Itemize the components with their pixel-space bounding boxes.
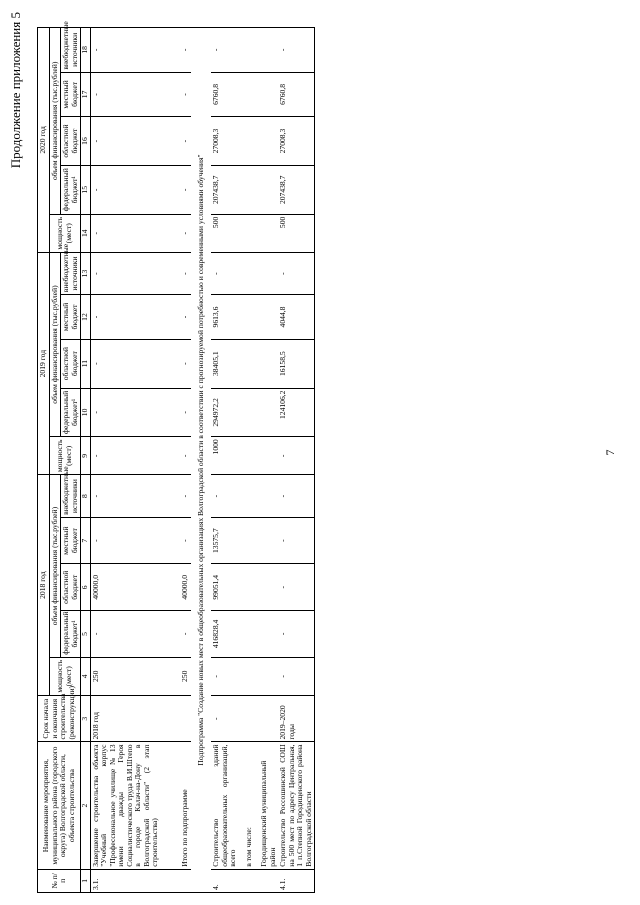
- header-year-2018: 2018 год: [38, 475, 50, 695]
- header-year-2019: 2019 год: [38, 252, 50, 475]
- cell: 40000,0: [90, 564, 161, 611]
- subprogram-row: [191, 28, 212, 893]
- row-term: 2019–2020 годы: [278, 695, 315, 742]
- cell: -: [90, 517, 161, 564]
- cell: 9613,6: [211, 295, 239, 340]
- cell: -: [161, 28, 191, 73]
- cell: 27008,3: [211, 117, 239, 166]
- header-federal: федеральный бюджет¹: [61, 611, 81, 658]
- header-regional: областной бюджет: [61, 339, 81, 388]
- column-number: 8: [81, 475, 91, 517]
- cell: -: [90, 388, 161, 437]
- cell: 16158,5: [278, 339, 315, 388]
- cell: -: [161, 117, 191, 166]
- table-row: [211, 28, 239, 893]
- cell: -: [90, 252, 161, 294]
- table-row: [161, 28, 191, 893]
- continuation-heading: Продолжение приложения 5: [8, 12, 23, 169]
- cell: 207438,7: [211, 165, 239, 214]
- row-number: 4.1.: [278, 869, 315, 892]
- header-term: Срок начала и окончания строительства (реконструкции): [38, 695, 81, 742]
- cell: 124106,2: [278, 388, 315, 437]
- cell: -: [278, 28, 315, 73]
- header-extra: внебюджетные источники: [61, 28, 81, 73]
- subprogram-title: Подпрограмма "Создание новых мест в общеобразовательных организациях Волгоградской области в соответствии с прогнозируемой потребностью и современными условиями обучения": [191, 28, 212, 893]
- cell: -: [161, 611, 191, 658]
- page-number: 7: [603, 449, 617, 456]
- cell: -: [90, 117, 161, 166]
- column-number: 3: [81, 695, 91, 742]
- cell: -: [161, 214, 191, 252]
- cell: -: [211, 252, 239, 294]
- column-number-row: [81, 28, 91, 893]
- table-row: [278, 28, 315, 893]
- cell: -: [161, 252, 191, 294]
- cell: -: [90, 475, 161, 517]
- column-number: 10: [81, 388, 91, 437]
- cell: -: [211, 28, 239, 73]
- cell: -: [278, 564, 315, 611]
- cell: 416828,4: [211, 611, 239, 658]
- column-number: 11: [81, 339, 91, 388]
- row-number: 4.: [211, 869, 239, 892]
- column-number: 13: [81, 252, 91, 294]
- cell: -: [278, 437, 315, 475]
- cell: 294972,2: [211, 388, 239, 437]
- column-number: 1: [81, 869, 91, 892]
- row-term: 2018 год: [90, 695, 161, 742]
- header-funding: объем финансирования (тыс.рублей): [49, 252, 61, 436]
- cell: -: [161, 339, 191, 388]
- column-number: 18: [81, 28, 91, 73]
- cell: 207438,7: [278, 165, 315, 214]
- cell: -: [90, 611, 161, 658]
- cell: -: [278, 475, 315, 517]
- header-local: местный бюджет: [61, 517, 81, 564]
- row-term: -: [211, 695, 239, 742]
- cell: 27008,3: [278, 117, 315, 166]
- cell: -: [278, 252, 315, 294]
- cell: 6760,8: [278, 72, 315, 117]
- cell: -: [90, 437, 161, 475]
- header-extra: внебюджетные источники: [61, 252, 81, 294]
- row-name: Строительство Россошинской СОШ на 500 мест по адресу Центральная, 1 п.Степной Городищенского района Волгоградской области: [278, 742, 315, 869]
- cell: -: [90, 339, 161, 388]
- cell: 1000: [211, 437, 239, 475]
- column-number: 5: [81, 611, 91, 658]
- cell: -: [211, 475, 239, 517]
- cell: 40000,0: [161, 564, 191, 611]
- cell: 6760,8: [211, 72, 239, 117]
- header-year-2020: 2020 год: [38, 28, 50, 253]
- cell: 500: [278, 214, 315, 252]
- row-name: в том числе:: [239, 742, 255, 869]
- header-num: № п/п: [38, 869, 81, 892]
- cell: -: [161, 437, 191, 475]
- cell: -: [90, 295, 161, 340]
- header-regional: областной бюджет: [61, 564, 81, 611]
- cell: 13575,7: [211, 517, 239, 564]
- row-name: Завершение строительства объекта "Учебный корпус "Профессиональное училище № 13 имени дважды Героя Социалистического труда В.И.Штепо в городе Калач-на-Дону в Волгоградской области" (2 этап строительства): [90, 742, 161, 869]
- cell: -: [161, 475, 191, 517]
- table-row: [90, 28, 161, 893]
- cell: -: [161, 388, 191, 437]
- header-regional: областной бюджет: [61, 117, 81, 166]
- header-extra: внебюджетные источники: [61, 475, 81, 517]
- cell: -: [278, 517, 315, 564]
- row-name: Городищенский муниципальный район: [254, 742, 278, 869]
- table-row: [254, 28, 278, 893]
- column-number: 17: [81, 72, 91, 117]
- table-row: [239, 28, 255, 893]
- header-funding: объем финансирования (тыс.рублей): [49, 28, 61, 215]
- column-number: 6: [81, 564, 91, 611]
- row-number: 3.1.: [90, 869, 161, 892]
- header-local: местный бюджет: [61, 295, 81, 340]
- header-local: местный бюджет: [61, 72, 81, 117]
- header-federal: федеральный бюджет¹: [61, 165, 81, 214]
- header-capacity: мощность (мест): [49, 657, 81, 695]
- header-capacity: мощность (мест): [49, 437, 81, 475]
- cell: -: [278, 611, 315, 658]
- cell: 250: [161, 657, 191, 695]
- column-number: 15: [81, 165, 91, 214]
- cell: -: [90, 165, 161, 214]
- cell: -: [278, 657, 315, 695]
- header-name: Наименование мероприятия, муниципального района (городского округа) Волгоградской области, объекта строительства: [38, 742, 81, 869]
- header-capacity: мощность (мест): [49, 214, 81, 252]
- cell: -: [161, 295, 191, 340]
- row-term: [161, 695, 191, 742]
- column-number: 9: [81, 437, 91, 475]
- row-name: Итого по подпрограмме: [161, 742, 191, 869]
- row-number: [254, 869, 278, 892]
- column-number: 14: [81, 214, 91, 252]
- cell: 4044,8: [278, 295, 315, 340]
- investment-table: [37, 21, 315, 893]
- row-number: [161, 869, 191, 892]
- column-number: 16: [81, 117, 91, 166]
- column-number: 12: [81, 295, 91, 340]
- column-number: 7: [81, 517, 91, 564]
- cell: -: [161, 517, 191, 564]
- cell: -: [211, 657, 239, 695]
- row-name: Строительство зданий общеобразовательных организаций, всего: [211, 742, 239, 869]
- cell: 250: [90, 657, 161, 695]
- cell: -: [161, 165, 191, 214]
- row-number: [239, 869, 255, 892]
- cell: 38405,1: [211, 339, 239, 388]
- cell: -: [90, 214, 161, 252]
- cell: -: [90, 72, 161, 117]
- cell: -: [161, 72, 191, 117]
- cell: 99051,4: [211, 564, 239, 611]
- header-federal: федеральный бюджет¹: [61, 388, 81, 437]
- cell: 500: [211, 214, 239, 252]
- cell: -: [90, 28, 161, 73]
- header-funding: объем финансирования (тыс.рублей): [49, 475, 61, 657]
- column-number: 4: [81, 657, 91, 695]
- column-number: 2: [81, 742, 91, 869]
